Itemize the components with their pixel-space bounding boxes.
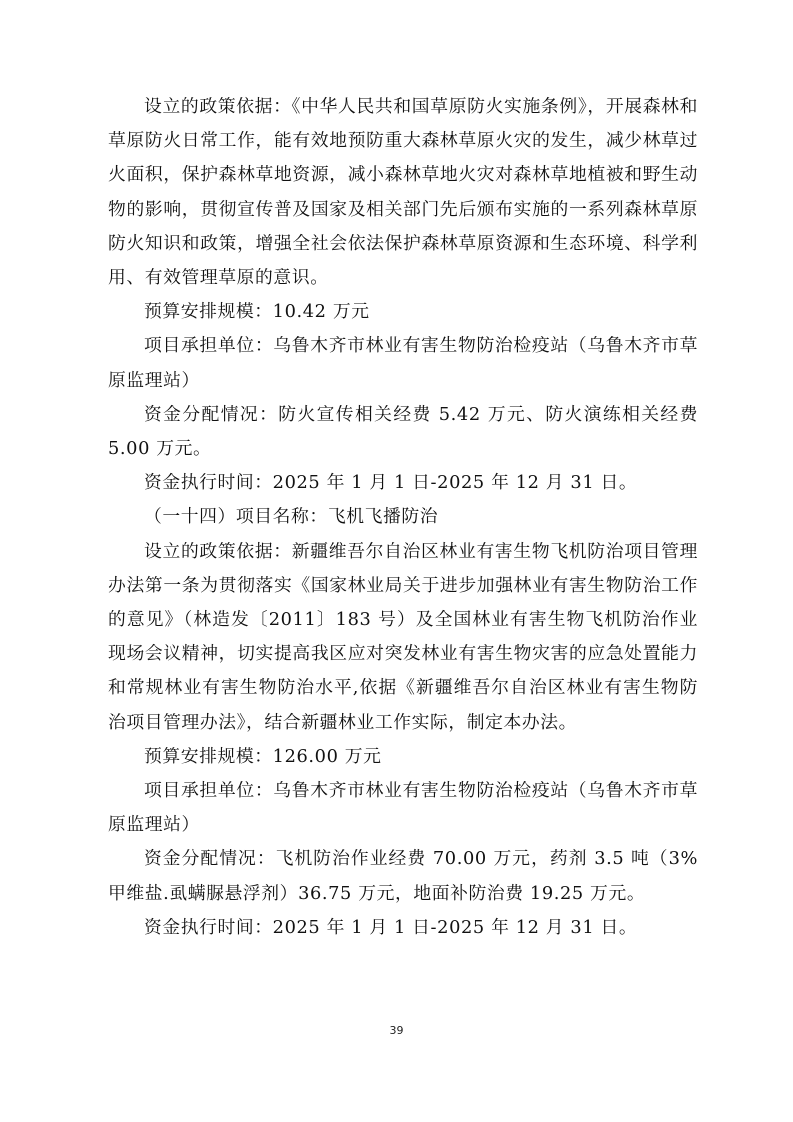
undertaking-unit-paragraph-aerial-control: 项目承担单位：乌鲁木齐市林业有害生物防治检疫站（乌鲁木齐市草原监理站） xyxy=(108,780,698,836)
fund-allocation-paragraph-fire-prevention: 资金分配情况：防火宣传相关经费 5.42 万元、防火演练相关经费 5.00 万元。 xyxy=(108,403,698,460)
undertaking-unit-paragraph-fire-prevention: 项目承担单位：乌鲁木齐市林业有害生物防治检疫站（乌鲁木齐市草原监理站） xyxy=(108,335,698,391)
page-number: 39 xyxy=(389,1024,404,1037)
project-heading-aerial-control: （一十四）项目名称：飞机飞播防治 xyxy=(144,506,439,528)
budget-scale-paragraph-fire-prevention: 预算安排规模：10.42 万元 xyxy=(144,301,370,323)
fund-allocation-paragraph-aerial-control: 资金分配情况：飞机防治作业经费 70.00 万元，药剂 3.5 吨（3%甲维盐.虱螨脲悬浮剂）36.75 万元，地面补防治费 19.25 万元。 xyxy=(108,848,698,904)
execution-time-paragraph-fire-prevention: 资金执行时间：2025 年 1 月 1 日-2025 年 12 月 31 日。 xyxy=(144,472,638,494)
budget-scale-paragraph-aerial-control: 预算安排规模：126.00 万元 xyxy=(144,745,382,767)
execution-time-paragraph-aerial-control: 资金执行时间：2025 年 1 月 1 日-2025 年 12 月 31 日。 xyxy=(144,916,638,938)
policy-basis-paragraph-aerial-control: 设立的政策依据：新疆维吾尔自治区林业有害生物飞机防治项目管理办法第一条为贯彻落实《国家林业局关于进步加强林业有害生物防治工作的意见》（林造发〔2011〕183 号）及全国林业有害生物飞机防治作业现场会议精神，切实提高我区应对突发林业有害生物灾害的应急处置能力和常规林业有害生物防治水平,依据《新疆维吾尔自治区林业有害生物防治项目管理办法》，结合新疆林业工作实际，制定本办法。 xyxy=(108,540,698,733)
document-body xyxy=(108,90,698,945)
policy-basis-paragraph-fire-prevention: 设立的政策依据：《中华人民共和国草原防火实施条例》，开展森林和草原防火日常工作，能有效地预防重大森林草原火灾的发生，减少林草过火面积，保护森林草地资源，减小森林草地火灾对森林草地植被和野生动物的影响，贯彻宣传普及国家及相关部门先后颁布实施的一系列森林草原防火知识和政策，增强全社会依法保护森林草原资源和生态环境、科学利用、有效管理草原的意识。 xyxy=(108,96,698,289)
